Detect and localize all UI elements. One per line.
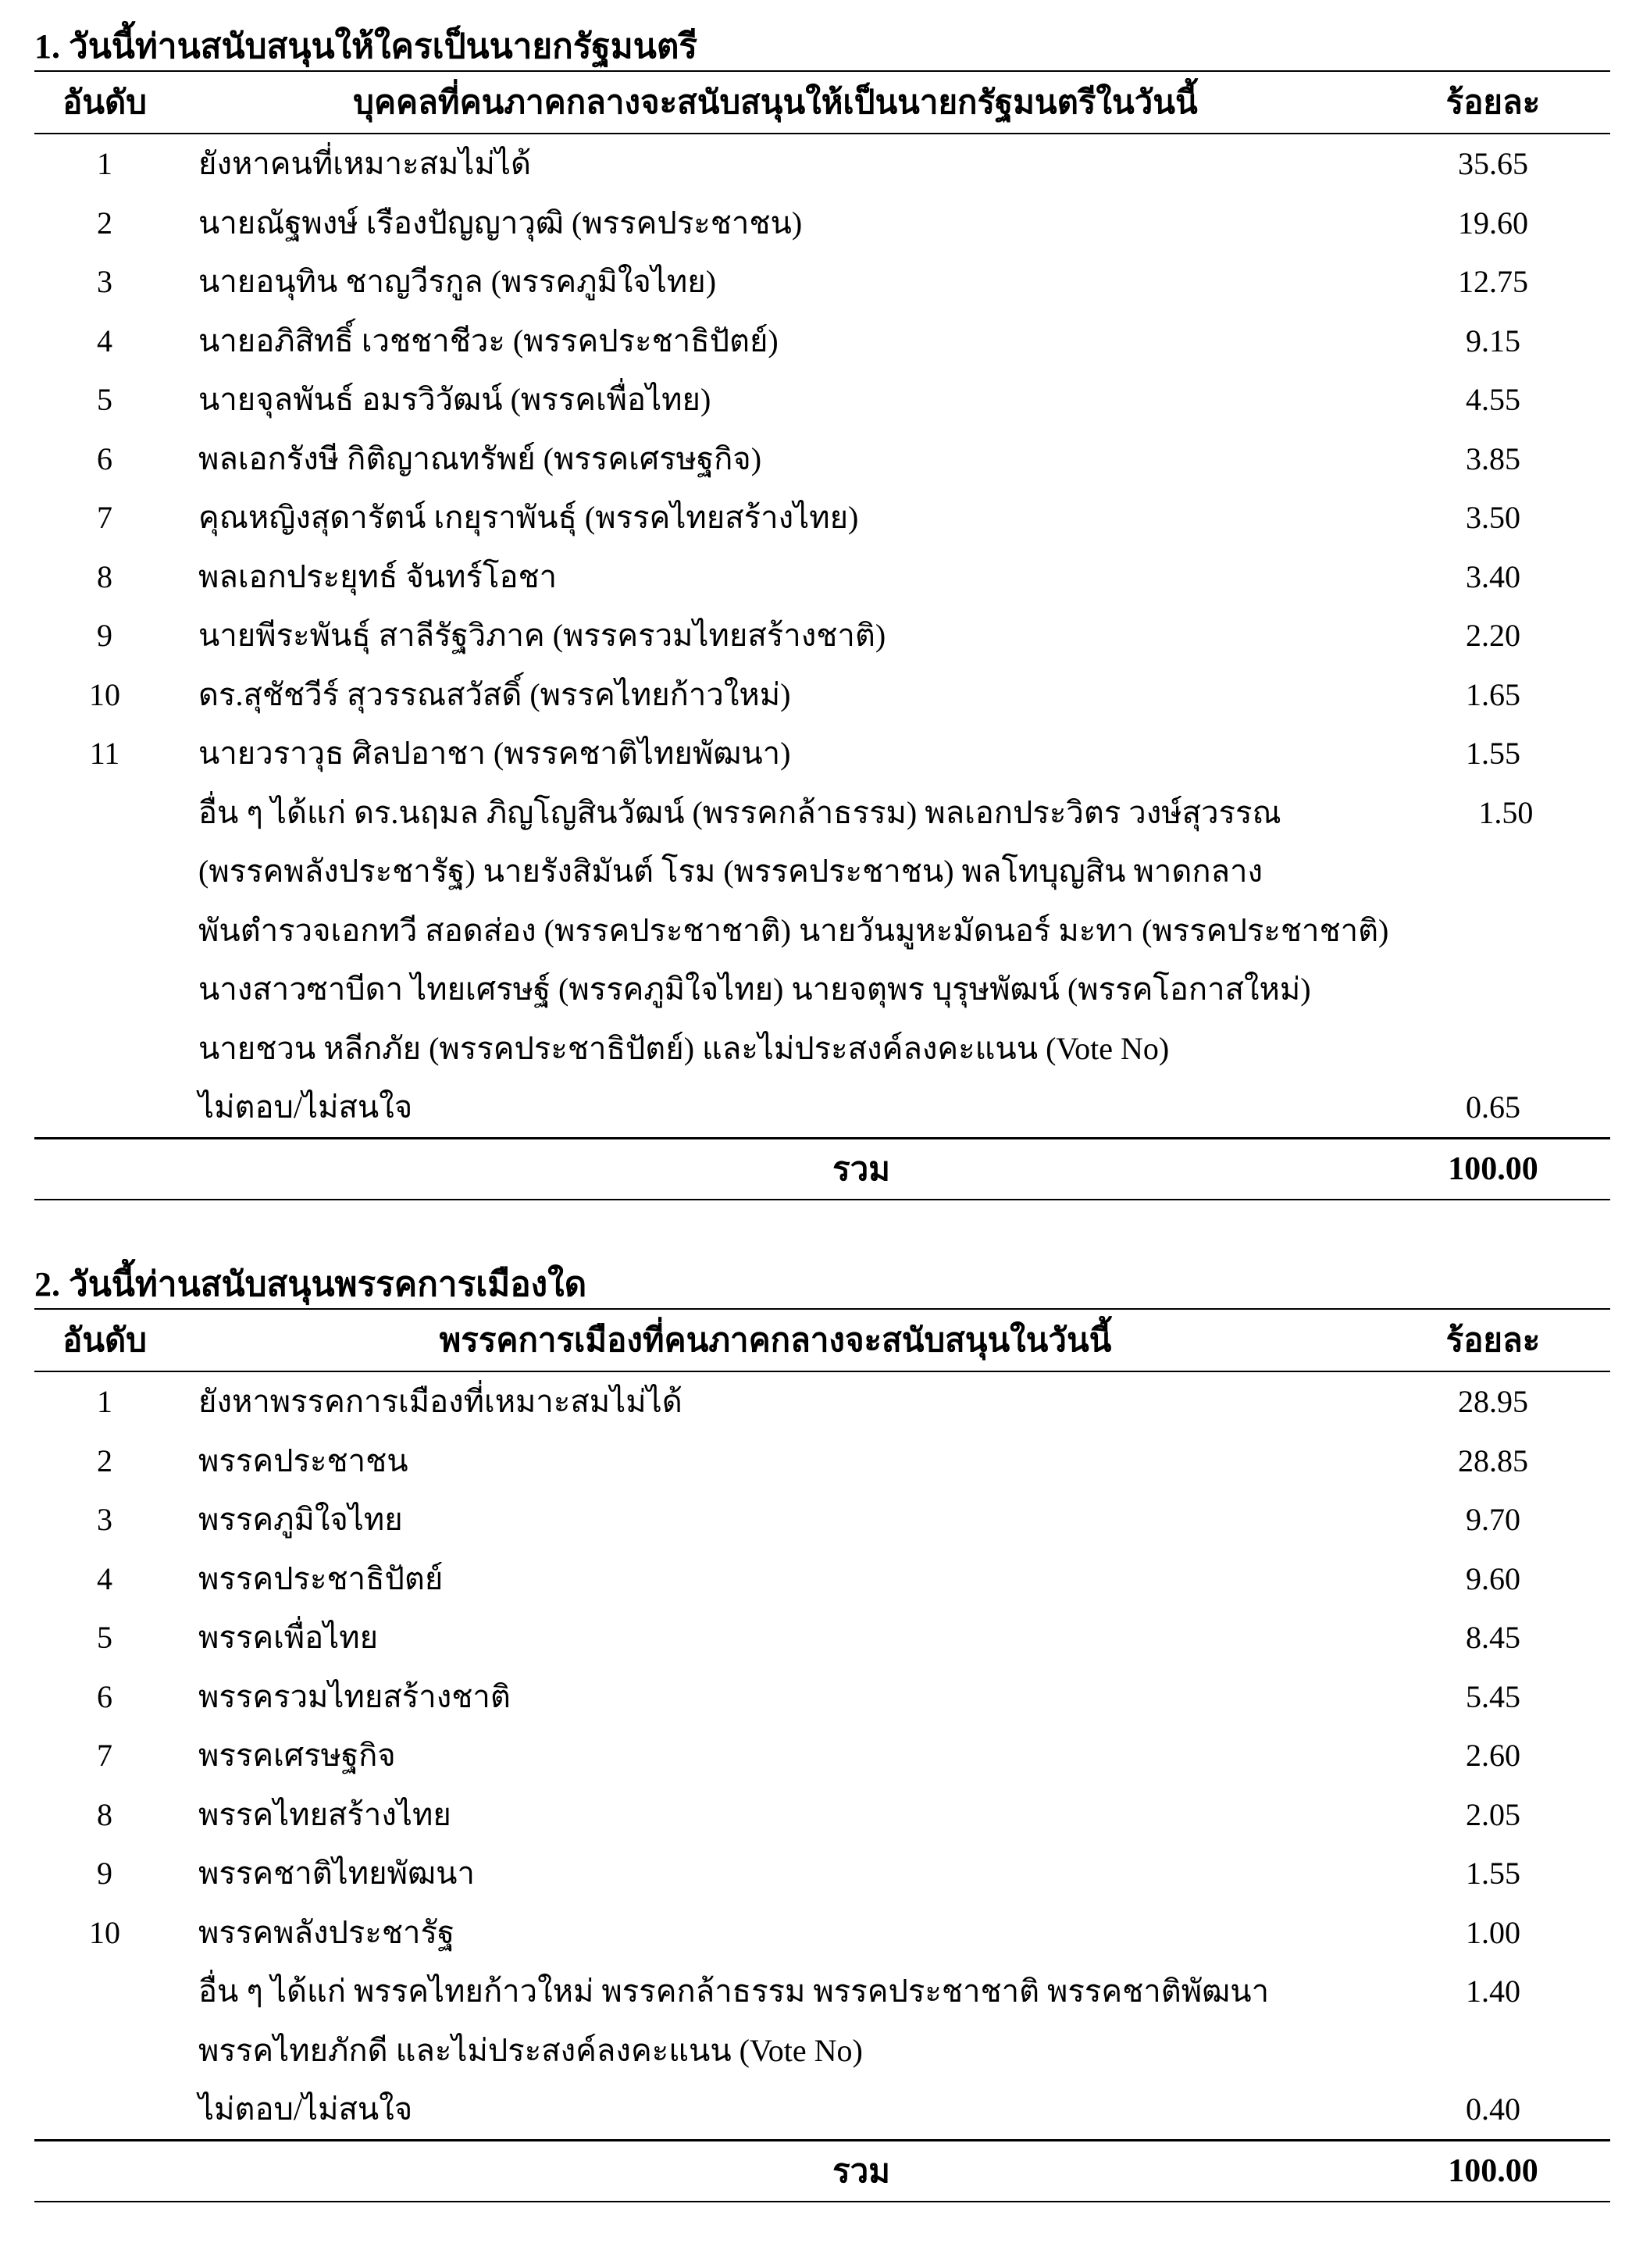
row-name: พรรคประชาชน	[198, 1442, 408, 1478]
row-percent: 2.05	[1466, 1796, 1520, 1832]
header-name: พรรคการเมืองที่คนภาคกลางจะสนับสนุนในวันนี้	[439, 1323, 1112, 1359]
table-row	[34, 1844, 1610, 1903]
row-name: นายจุลพันธ์ อมรวิวัฒน์ (พรรคเพื่อไทย)	[198, 382, 711, 417]
row-name: พลเอกประยุทธ์ จันทร์โอชา	[198, 558, 558, 594]
others-line: พันตำรวจเอกทวี สอดส่อง (พรรคประชาชาติ) นายวันมูหะมัดนอร์ มะทา (พรรคประชาชาติ)	[198, 912, 1389, 948]
row-rank: 7	[97, 1738, 112, 1773]
table-header	[34, 70, 1610, 134]
table-row-others	[34, 783, 1610, 1079]
row-rank: 8	[97, 558, 112, 594]
table-row	[34, 370, 1610, 430]
header-percent: ร้อยละ	[1445, 85, 1541, 121]
row-rank: 10	[89, 676, 120, 712]
row-percent: 3.50	[1466, 500, 1520, 535]
row-rank: 8	[97, 1796, 112, 1832]
table-row	[34, 1608, 1610, 1667]
others-line: พรรคไทยภักดี และไม่ประสงค์ลงคะแนน (Vote No)	[198, 2032, 863, 2068]
row-rank: 2	[97, 1442, 112, 1478]
row-rank: 10	[89, 1914, 120, 1950]
section-pm-support	[34, 23, 1610, 1200]
table-row	[34, 1432, 1610, 1491]
table-row	[34, 1372, 1610, 1432]
row-name: คุณหญิงสุดารัตน์ เกยุราพันธุ์ (พรรคไทยสร้างไทย)	[198, 500, 859, 535]
section-party-support	[34, 1261, 1610, 2202]
section-title: 1. วันนี้ท่านสนับสนุนให้ใครเป็นนายกรัฐมนตรี	[34, 27, 698, 66]
row-rank: 6	[97, 1678, 112, 1714]
others-line: (พรรคพลังประชารัฐ) นายรังสิมันต์ โรม (พรรคประชาชน) พลโทบุญสิน พาดกลาง	[198, 854, 1263, 889]
row-rank: 1	[97, 1384, 112, 1419]
table-row-others	[34, 1962, 1610, 2080]
row-name: นายณัฐพงษ์ เรืองปัญญาวุฒิ (พรรคประชาชน)	[198, 205, 803, 241]
row-percent: 9.15	[1466, 323, 1520, 358]
table-row	[34, 134, 1610, 194]
row-percent: 2.60	[1466, 1738, 1520, 1773]
row-name: พรรคเศรษฐกิจ	[198, 1738, 396, 1773]
table-total-row	[34, 1137, 1610, 1200]
table-row-no-answer	[34, 1078, 1610, 1137]
row-rank: 5	[97, 1620, 112, 1655]
row-percent: 28.95	[1458, 1384, 1528, 1419]
table-row	[34, 665, 1610, 725]
row-percent: 1.50	[1478, 794, 1534, 830]
row-rank: 9	[97, 618, 112, 653]
table-body	[34, 1372, 1610, 2139]
total-label: รวม	[832, 2153, 890, 2190]
row-percent: 9.70	[1466, 1502, 1520, 1537]
header-percent: ร้อยละ	[1445, 1323, 1541, 1359]
row-name: พรรคพลังประชารัฐ	[198, 1914, 455, 1950]
header-rank: อันดับ	[62, 85, 147, 121]
row-percent: 35.65	[1458, 146, 1528, 181]
row-name: ไม่ตอบ/ไม่สนใจ	[198, 2091, 413, 2127]
row-percent: 5.45	[1466, 1678, 1520, 1714]
row-percent: 19.60	[1458, 205, 1528, 241]
row-percent: 3.85	[1466, 440, 1520, 476]
row-name: พรรคเพื่อไทย	[198, 1620, 379, 1655]
row-percent: 8.45	[1466, 1620, 1520, 1655]
others-line: นางสาวซาบีดา ไทยเศรษฐ์ (พรรคภูมิใจไทย) นายจตุพร บุรุษพัฒน์ (พรรคโอกาสใหม่)	[198, 972, 1311, 1007]
table-row	[34, 488, 1610, 547]
header-rank: อันดับ	[62, 1323, 147, 1359]
table-row	[34, 430, 1610, 489]
row-name: ยังหาพรรคการเมืองที่เหมาะสมไม่ได้	[198, 1384, 683, 1419]
row-name: พรรคชาติไทยพัฒนา	[198, 1856, 475, 1891]
table-row	[34, 1785, 1610, 1845]
row-name: ไม่ตอบ/ไม่สนใจ	[198, 1089, 413, 1125]
row-rank: 11	[89, 736, 120, 771]
row-percent: 1.55	[1466, 736, 1520, 771]
row-percent: 12.75	[1458, 264, 1528, 299]
row-percent: 9.60	[1466, 1560, 1520, 1596]
row-rank: 6	[97, 440, 112, 476]
table-row	[34, 1549, 1610, 1609]
row-rank: 3	[97, 1502, 112, 1537]
row-percent: 0.40	[1466, 2091, 1520, 2127]
table-row	[34, 1903, 1610, 1963]
others-line: อื่น ๆ ได้แก่ ดร.นฤมล ภิญโญสินวัฒน์ (พรรคกล้าธรรม) พลเอกประวิตร วงษ์สุวรรณ	[198, 794, 1281, 830]
row-percent: 1.40	[1466, 1974, 1520, 2009]
header-name: บุคคลที่คนภาคกลางจะสนับสนุนให้เป็นนายกรัฐมนตรีในวันนี้	[353, 85, 1198, 121]
total-label: รวม	[832, 1151, 890, 1188]
row-name: พรรคประชาธิปัตย์	[198, 1560, 444, 1596]
row-name-others	[175, 783, 1388, 1079]
row-percent: 1.00	[1466, 1914, 1520, 1950]
row-rank: 7	[97, 500, 112, 535]
row-rank: 9	[97, 1856, 112, 1891]
row-percent: 28.85	[1458, 1442, 1528, 1478]
table-row	[34, 547, 1610, 607]
row-percent: 1.55	[1466, 1856, 1520, 1891]
row-name: นายวราวุธ ศิลปอาชา (พรรคชาติไทยพัฒนา)	[198, 736, 791, 771]
table-row	[34, 312, 1610, 371]
total-percent: 100.00	[1448, 2152, 1538, 2189]
row-name: ยังหาคนที่เหมาะสมไม่ได้	[198, 146, 531, 181]
table-body	[34, 134, 1610, 1137]
row-name: พรรครวมไทยสร้างชาติ	[198, 1678, 511, 1714]
row-name: นายอภิสิทธิ์ เวชชาชีวะ (พรรคประชาธิปัตย์)	[198, 323, 779, 358]
table-row	[34, 252, 1610, 312]
table-row	[34, 1726, 1610, 1785]
row-percent: 2.20	[1466, 618, 1520, 653]
row-name: นายพีระพันธุ์ สาลีรัฐวิภาค (พรรครวมไทยสร้างชาติ)	[198, 618, 886, 653]
section-title: 2. วันนี้ท่านสนับสนุนพรรคการเมืองใด	[34, 1265, 587, 1303]
row-percent: 0.65	[1466, 1089, 1520, 1125]
row-rank: 4	[97, 323, 112, 358]
table-row	[34, 1490, 1610, 1549]
row-name: พลเอกรังษี กิติญาณทรัพย์ (พรรคเศรษฐกิจ)	[198, 440, 762, 476]
row-rank: 3	[97, 264, 112, 299]
table-row	[34, 606, 1610, 665]
row-name-others	[175, 1962, 1376, 2080]
row-percent: 4.55	[1466, 382, 1520, 417]
row-percent: 1.65	[1466, 676, 1520, 712]
row-rank: 2	[97, 205, 112, 241]
row-name: พรรคภูมิใจไทย	[198, 1502, 403, 1537]
row-name: นายอนุทิน ชาญวีรกูล (พรรคภูมิใจไทย)	[198, 264, 717, 299]
others-line: นายชวน หลีกภัย (พรรคประชาธิปัตย์) และไม่ประสงค์ลงคะแนน (Vote No)	[198, 1030, 1170, 1066]
table-header	[34, 1308, 1610, 1372]
table-total-row	[34, 2139, 1610, 2202]
row-rank: 1	[97, 146, 112, 181]
row-name: พรรคไทยสร้างไทย	[198, 1796, 451, 1832]
row-rank: 5	[97, 382, 112, 417]
table-row	[34, 194, 1610, 253]
table-row	[34, 724, 1610, 783]
others-line: อื่น ๆ ได้แก่ พรรคไทยก้าวใหม่ พรรคกล้าธรรม พรรคประชาชาติ พรรคชาติพัฒนา	[198, 1974, 1270, 2009]
total-percent: 100.00	[1448, 1150, 1538, 1187]
row-rank: 4	[97, 1560, 112, 1596]
row-name: ดร.สุชัชวีร์ สุวรรณสวัสดิ์ (พรรคไทยก้าวใหม่)	[198, 676, 791, 712]
row-percent: 3.40	[1466, 558, 1520, 594]
table-row	[34, 1667, 1610, 1727]
table-row-no-answer	[34, 2080, 1610, 2139]
